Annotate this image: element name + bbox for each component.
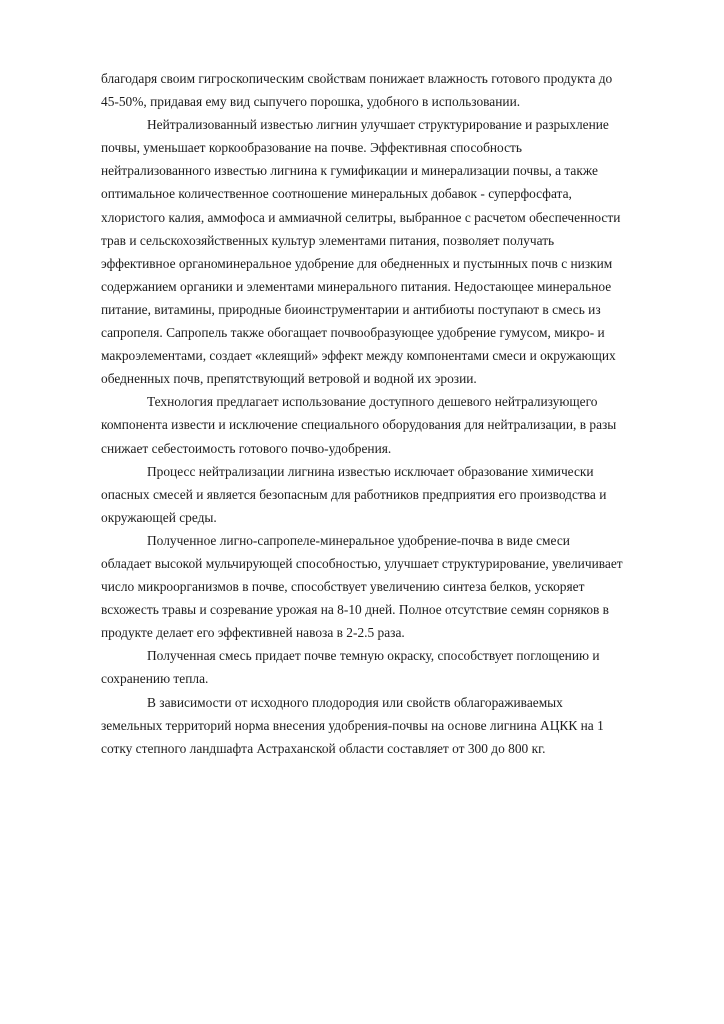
paragraph-soil-color-heat: Полученная смесь придает почве темную окраску, способствует поглощению и сохранению тепла. (101, 648, 600, 687)
paragraph-hygroscopic-properties: благодаря своим гигроскопическим свойствам понижает влажность готового продукта до 45-50%, придавая ему вид сыпучего порошка, удобного в использовании. (101, 71, 613, 110)
paragraph-technology-cost: Технология предлагает использование доступного дешевого нейтрализующего компонента извести и исключение специального оборудования для нейтрализации, в разы снижает себестоимость готового почво-удобрения. (101, 394, 617, 456)
paragraph-application-rate: В зависимости от исходного плодородия или свойств облагораживаемых земельных территорий норма внесения удобрения-почвы на основе лигнина АЦКК на 1 сотку степного ландшафта Астраханской области составляет от 300 до 800 кг. (101, 694, 604, 756)
paragraph-lignin-soil-structure: Нейтрализованный известью лигнин улучшает структурирование и разрыхление почвы, уменьшает коркообразование на почве. Эффективная способность нейтрализованного известью лигнина к гумификации и минерализации почвы, а также оптимальное количественное соотношение минеральных добавок - суперфосфата, хлористого калия, аммофоса и аммиачной селитры, выбранное с расчетом обеспеченности трав и сельскохозяйственных культур элементами питания, позволяет получать эффективное органоминеральное удобрение для обедненных и пустынных почв с низким содержанием органики и элементами минерального питания. Недостающее минеральное питание, витамины, природные биоинструментарии и антибиоты поступают в смесь из сапропеля. Сапропель также обогащает почвообразующее удобрение гумусом, микро- и макроэлементами, создает «клеящий» эффект между компонентами смеси и окружающих обедненных почв, препятствующий ветровой и водной их эрозии. (101, 117, 621, 387)
paragraph-neutralization-safety: Процесс нейтрализации лигнина известью исключает образование химически опасных смесей и является безопасным для работников предприятия его производства и окружающей среды. (101, 463, 607, 525)
paragraph-fertilizer-benefits: Полученное лигно-сапропеле-минеральное удобрение-почва в виде смеси обладает высокой мульчирующей способностью, улучшает структурирование, увеличивает число микроорганизмов в почве, способствует увеличению синтеза белков, ускоряет всхожесть травы и созревание урожая на 8-10 дней. Полное отсутствие семян сорняков в продукте делает его эффективней навоза в 2-2.5 раза. (101, 532, 623, 641)
